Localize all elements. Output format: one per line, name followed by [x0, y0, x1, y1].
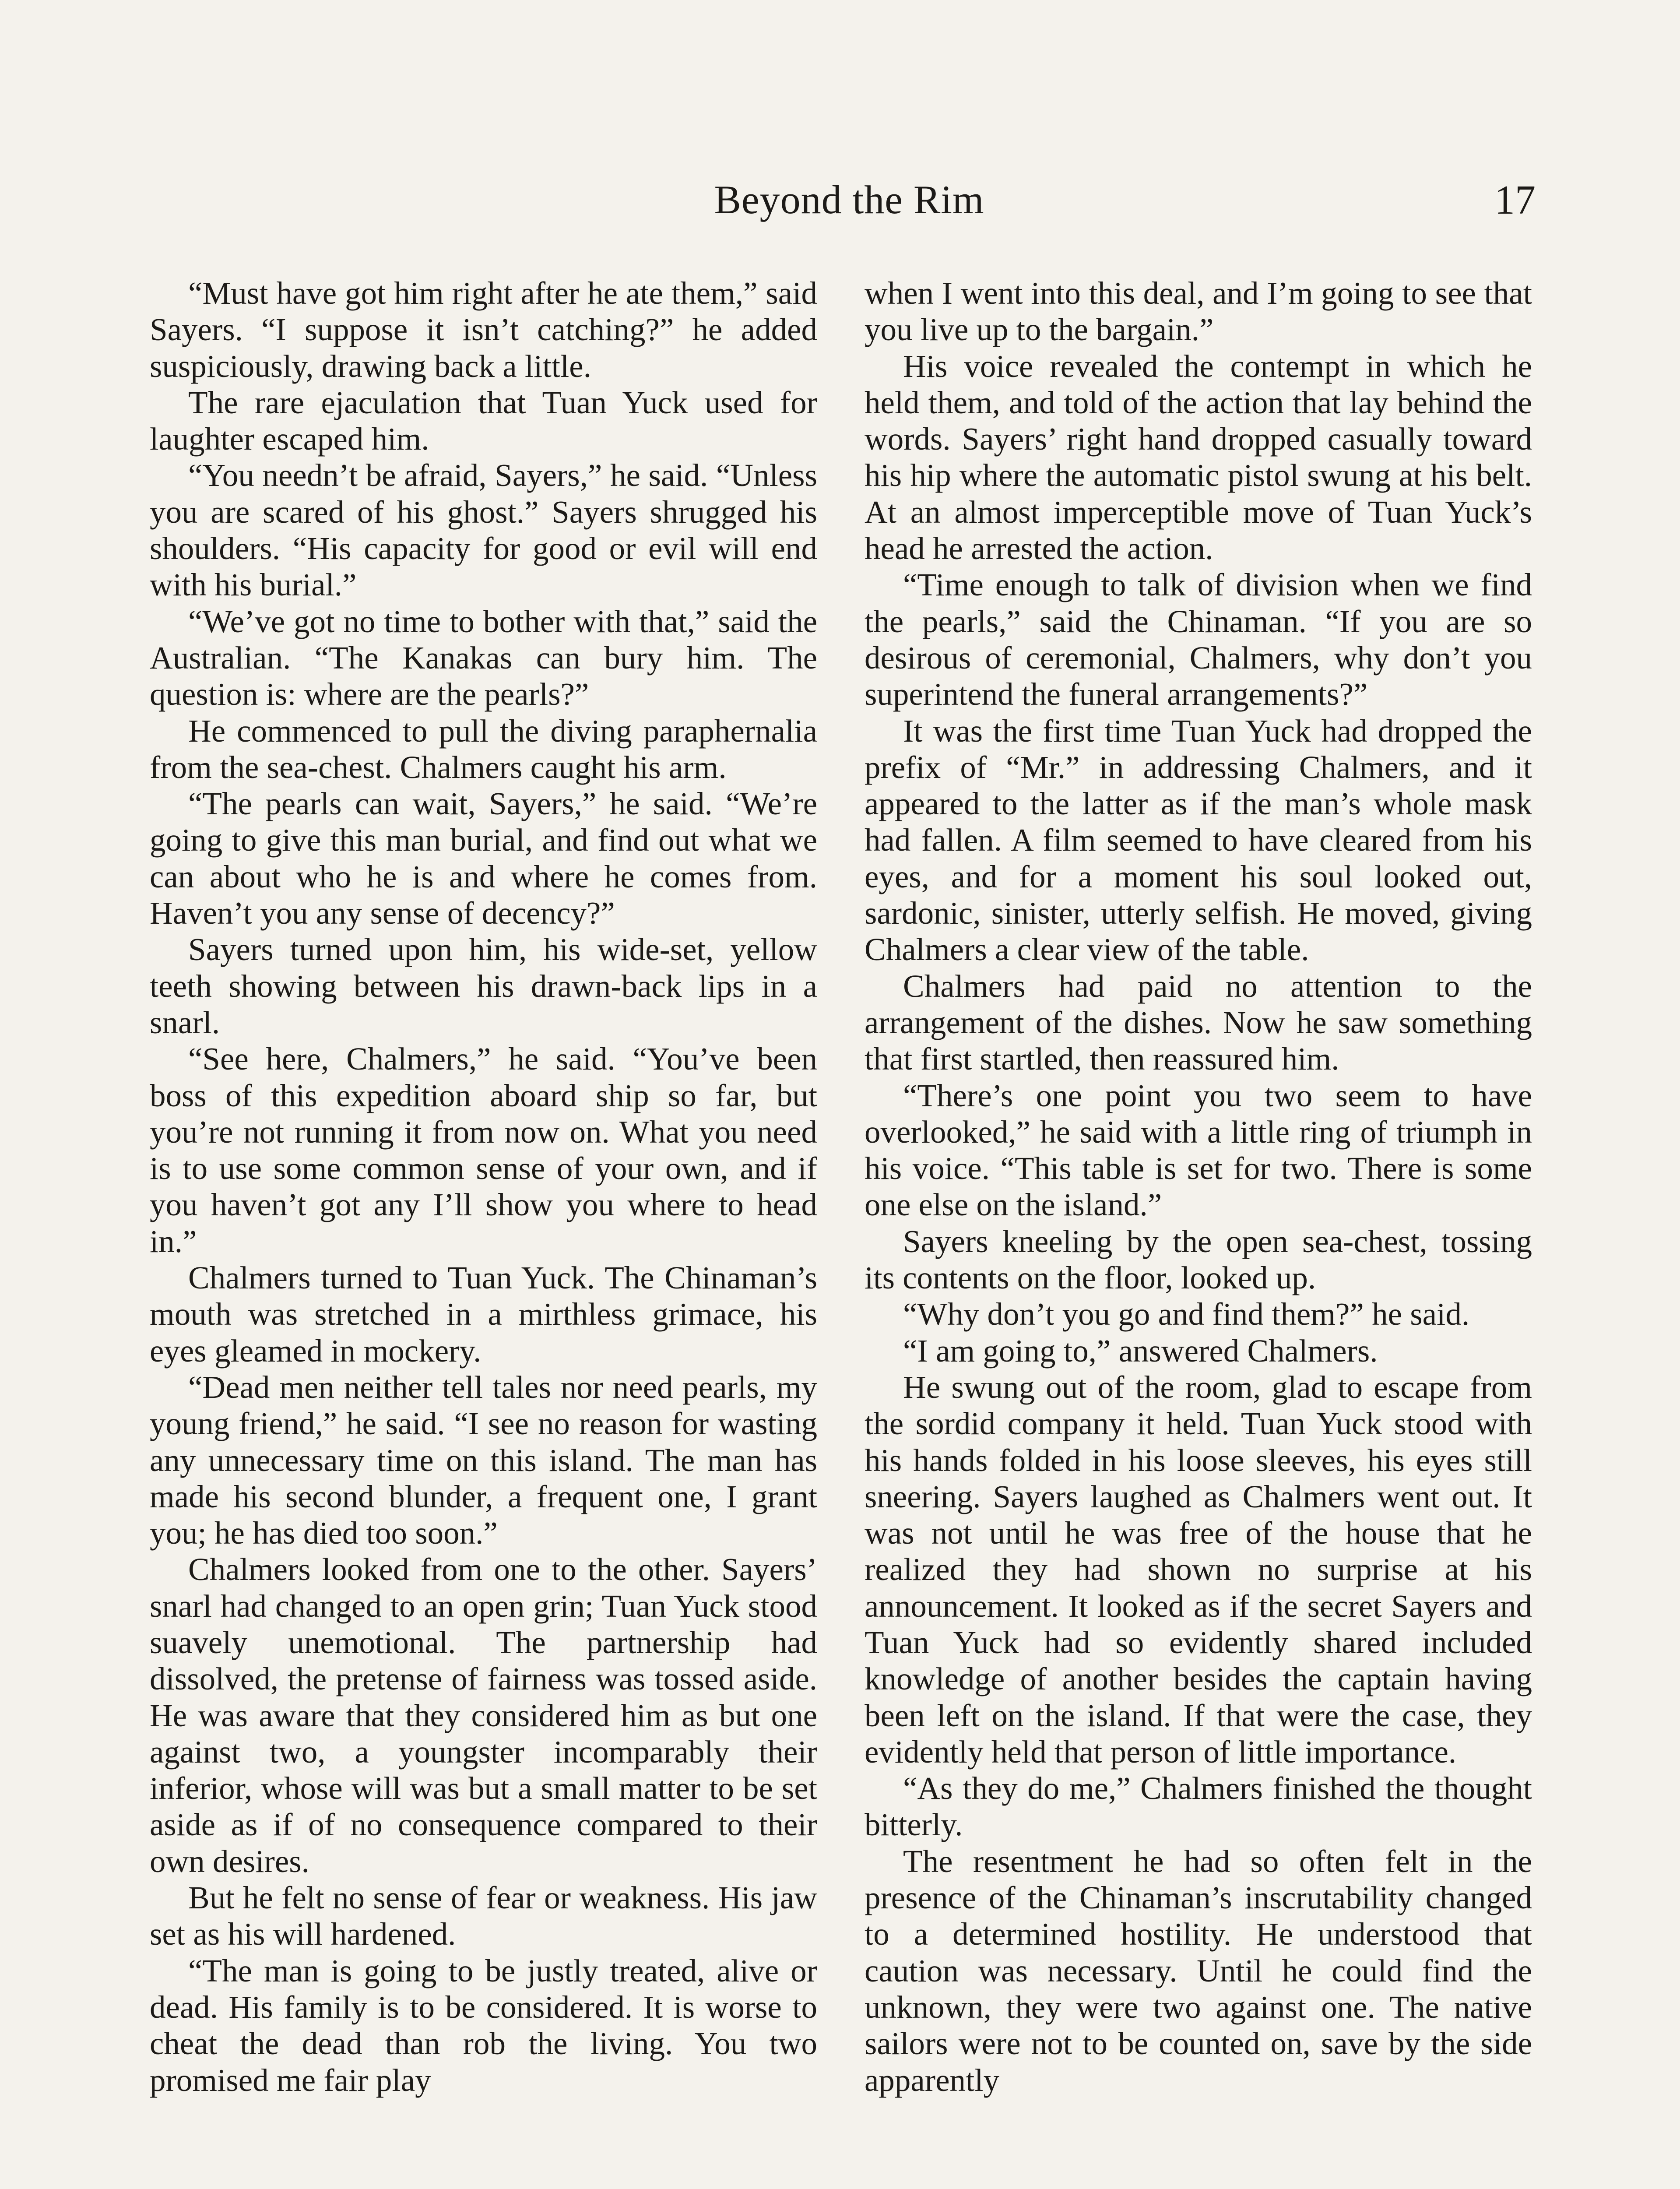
paragraph: “The man is going to be justly treated, alive or dead. His family is to be considered. It is worse to cheat the dead than rob the living. You two promised me fair play: [150, 1953, 817, 2098]
paragraph: “Time enough to talk of division when we find the pearls,” said the Chinaman. “If you are so desirous of ceremonial, Chalmers, why don’t you superintend the funeral arrangements?”: [865, 567, 1532, 712]
paragraph: “You needn’t be afraid, Sayers,” he said. “Unless you are scared of his ghost.” Sayers shrugged his shoulders. “His capacity for good or evil will end with his burial.”: [150, 458, 817, 603]
paragraph: But he felt no sense of fear or weakness. His jaw set as his will hardened.: [150, 1880, 817, 1952]
paragraph: Sayers kneeling by the open sea-chest, tossing its contents on the floor, looked up.: [865, 1223, 1532, 1296]
running-title: Beyond the Rim: [714, 177, 984, 222]
paragraph: His voice revealed the contempt in which he held them, and told of the action that lay behind the words. Sayers’ right hand dropped casually toward his hip where the automatic pistol swung at his belt. At an almost imperceptible move of Tuan Yuck’s head he arrested the action.: [865, 348, 1532, 567]
paragraph: Sayers turned upon him, his wide-set, yellow teeth showing between his drawn-back lips in a snarl.: [150, 932, 817, 1040]
paragraph: “We’ve got no time to bother with that,” said the Australian. “The Kanakas can bury him. The question is: where are the pearls?”: [150, 603, 817, 712]
paragraph: “See here, Chalmers,” he said. “You’ve been boss of this expedition aboard ship so far, but you’re not running it from now on. What you need is to use some common sense of your own, and if you haven’t got any I’ll show you where to head in.”: [150, 1041, 817, 1259]
paragraph: “As they do me,” Chalmers finished the thought bitterly.: [865, 1770, 1532, 1843]
paragraph: “There’s one point you two seem to have overlooked,” he said with a little ring of triumph in his voice. “This table is set for two. There is some one else on the island.”: [865, 1077, 1532, 1223]
paragraph: He swung out of the room, glad to escape from the sordid company it held. Tuan Yuck stood with his hands folded in his loose sleeves, his eyes still sneering. Sayers laughed as Chalmers went out. It was not until he was free of the house that he realized they had shown no surprise at his announcement. It looked as if the secret Sayers and Tuan Yuck had so evidently shared included knowledge of another besides the captain having been left on the island. If that were the case, they evidently held that person of little importance.: [865, 1369, 1532, 1770]
left-column: [150, 275, 817, 2098]
paragraph: “I am going to,” answered Chalmers.: [903, 1333, 1378, 1369]
paragraph: “Must have got him right after he ate them,” said Sayers. “I suppose it isn’t catching?” he added suspiciously, drawing back a little.: [150, 275, 817, 384]
continued-paragraph: when I went into this deal, and I’m going to see that you live up to the bargain.”: [865, 275, 1532, 348]
right-column: [865, 275, 1532, 2098]
paragraph: It was the first time Tuan Yuck had dropped the prefix of “Mr.” in addressing Chalmers, and it appeared to the latter as if the man’s whole mask had fallen. A film seemed to have cleared from his eyes, and for a moment his soul looked out, sardonic, sinister, utterly selfish. He moved, giving Chalmers a clear view of the table.: [865, 713, 1532, 968]
paragraph: Chalmers looked from one to the other. Sayers’ snarl had changed to an open grin; Tuan Yuck stood suavely unemotional. The partnership had dissolved, the pretense of fairness was tossed aside. He was aware that they considered him as but one against two, a youngster incomparably their inferior, whose will was but a small matter to be set aside as if of no consequence compared to their own desires.: [150, 1552, 817, 1879]
paragraph: Chalmers had paid no attention to the arrangement of the dishes. Now he saw something that first startled, then reassured him.: [865, 968, 1532, 1077]
paragraph: The rare ejaculation that Tuan Yuck used for laughter escaped him.: [150, 384, 817, 457]
paragraph: The resentment he had so often felt in the presence of the Chinaman’s inscrutability changed to a determined hostility. He understood that caution was necessary. Until he could find the unknown, they were two against one. The native sailors were not to be counted on, save by the side apparently: [865, 1843, 1532, 2098]
paragraph: “Why don’t you go and find them?” he said.: [903, 1296, 1470, 1332]
paragraph: “The pearls can wait, Sayers,” he said. “We’re going to give this man burial, and find out what we can about who he is and where he comes from. Haven’t you any sense of decency?”: [150, 786, 817, 931]
paragraph: He commenced to pull the diving paraphernalia from the sea-chest. Chalmers caught his arm.: [150, 713, 817, 785]
paragraph: Chalmers turned to Tuan Yuck. The Chinaman’s mouth was stretched in a mirthless grimace, his eyes gleamed in mockery.: [150, 1260, 817, 1369]
page-number: 17: [1494, 177, 1536, 223]
paragraph: “Dead men neither tell tales nor need pearls, my young friend,” he said. “I see no reason for wasting any unnecessary time on this island. The man has made his second blunder, a frequent one, I grant you; he has died too soon.”: [150, 1369, 817, 1551]
